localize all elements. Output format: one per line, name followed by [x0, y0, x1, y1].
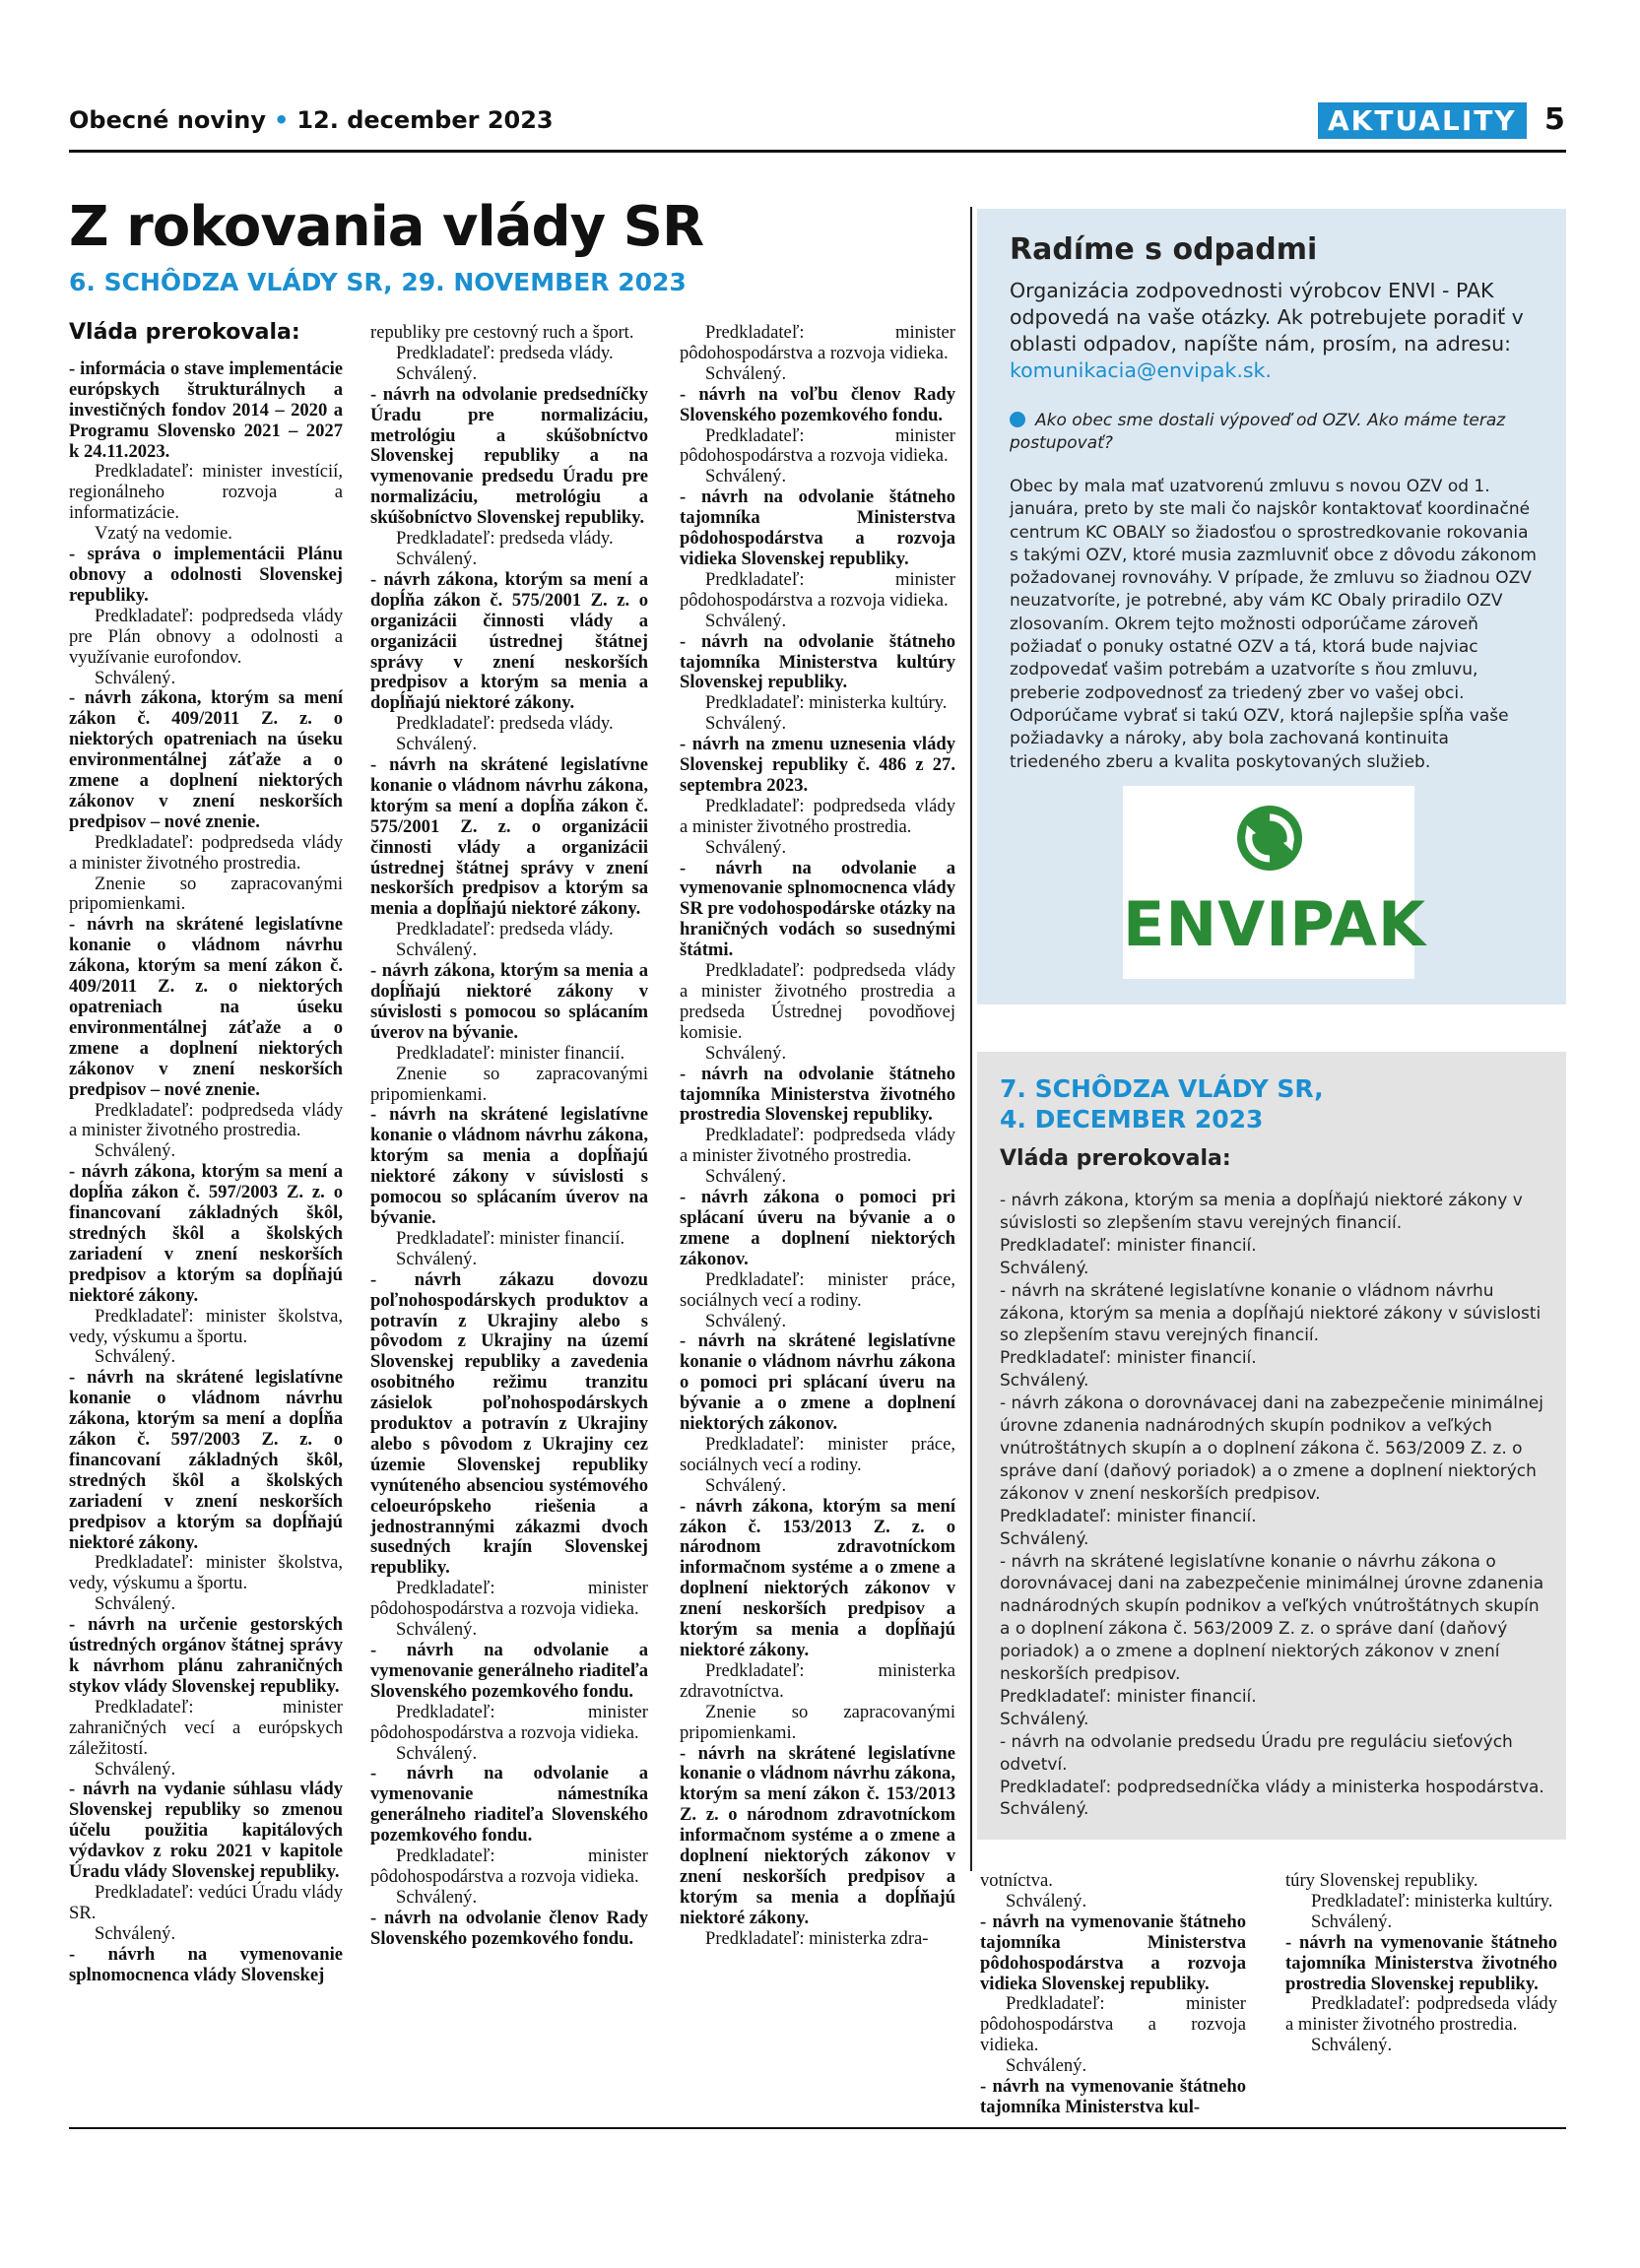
agenda-note: Schválený.	[1006, 2055, 1087, 2077]
agenda-note: Schválený.	[95, 667, 176, 688]
agenda-note: Predkladateľ: minister financií.	[396, 1042, 625, 1064]
agenda-note: Znenie so zapracovanými pripomienkami.	[680, 1701, 955, 1743]
lead-heading: Vláda prerokovala:	[69, 320, 300, 345]
meeting-2-heading-line2: 4. DECEMBER 2023	[1000, 1105, 1264, 1134]
agenda-item: - návrh na skrátené legislatívne konanie o vládnom návrhu zákona, ktorým sa menia a dopĺňajú niektoré zákony v súvislosti s pomocou so splácaním úverov na bývanie.	[370, 1104, 648, 1228]
agenda-note: republiky pre cestovný ruch a šport.	[370, 322, 634, 343]
agenda-note: Predkladateľ: ministerka kultúry.	[1311, 1890, 1553, 1912]
contact-email-link[interactable]: komunikacia@envipak.sk.	[1010, 358, 1272, 382]
agenda-item: - návrh na skrátené legislatívne konanie o vládnom návrhu zákona, ktorým sa mení a dopĺňa zákon č. 575/2001 Z. z. o organizácii činnosti vlády a organizácii ústrednej štátnej správy v znení neskorších predpisov a ktorým sa menia a dopĺňajú niektoré zákony.	[370, 754, 648, 920]
agenda-note: Schválený.	[396, 1742, 478, 1764]
meeting-2-lead: Vláda prerokovala:	[1000, 1146, 1231, 1171]
agenda-note: Schválený.	[95, 1346, 176, 1368]
agenda-item: - návrh na odvolanie štátneho tajomníka Ministerstva kultúry Slovenskej republiky.	[680, 630, 955, 693]
agenda-item: - návrh zákona o dorovnávacej dani na zabezpečenie minimálnej úrovne zdanenia nadnárodných skupín podnikov a veľkých vnútroštátnych skupín a o doplnení zákona č. 563/2009 Z. z. o správe daní (daňový poriadok) a o zmene a doplnení niektorých zákonov v znení neskorších predpisov.	[1000, 1393, 1543, 1504]
separator-dot: •	[273, 106, 290, 134]
agenda-note: Znenie so zapracovanými pripomienkami.	[370, 1063, 648, 1105]
agenda-note: Schválený.	[1000, 1371, 1089, 1392]
agenda-note: Predkladateľ: minister pôdohospodárstva a rozvoja vidieka.	[980, 1993, 1246, 2056]
agenda-note: Schválený.	[1000, 1799, 1089, 1820]
agenda-item: - návrh zákazu dovozu poľnohospodárskych produktov a potravín z Ukrajiny alebo s pôvodom z Ukrajiny na území Slovenskej republiky a zavedenia osobitného režimu tranzitu zásielok poľnohospodárskych produktov a potravín z Ukrajiny alebo s pôvodom z Ukrajiny cez územie Slovenskej republiky vynúteného absenciou systémového celoeurópskeho riešenia a jednostrannými zákazmi dvoch susedných krajín Slovenskej republiky.	[370, 1268, 648, 1579]
agenda-note: Predkladateľ: minister práce, sociálnych vecí a rodiny.	[680, 1433, 955, 1475]
issue-date: 12. december 2023	[296, 106, 554, 134]
agenda-note: votníctva.	[980, 1870, 1053, 1891]
agenda-note: Schválený.	[705, 466, 787, 487]
agenda-note: Schválený.	[396, 940, 478, 961]
agenda-note: Predkladateľ: minister práce, sociálnych vecí a rodiny.	[680, 1268, 955, 1311]
agenda-note: Schválený.	[705, 836, 787, 858]
agenda-note: Schválený.	[1311, 2035, 1393, 2056]
section-label: AKTUALITY	[1318, 102, 1527, 139]
agenda-item: - návrh zákona, ktorým sa mení a dopĺňa zákon č. 575/2001 Z. z. o organizácii činnosti vlády a organizácii ústrednej štátnej správy v znení neskorších predpisov a ktorým sa menia a dopĺňajú niektoré zákony.	[370, 568, 648, 714]
agenda-note: Predkladateľ: podpredseda vlády a minister životného prostredia.	[1285, 1993, 1557, 2036]
agenda-item: - návrh na skrátené legislatívne konanie o vládnom návrhu zákona o pomoci pri splácaní úveru na bývanie a o zmene a doplnení niektorých zákonov.	[680, 1330, 955, 1435]
agenda-item: - návrh na vymenovanie splnomocnenca vlády Slovenskej	[69, 1943, 343, 1985]
agenda-note: Schválený.	[95, 1758, 176, 1780]
agenda-item: - návrh na odvolanie predsedníčky Úradu pre normalizáciu, metrológiu a skúšobníctvo Slovenskej republiky a na vymenovanie predsedu Úradu pre normalizáciu, metrológiu a skúšobníctvo Slovenskej republiky.	[370, 383, 648, 529]
meeting-2-items	[1000, 1190, 1547, 1821]
agenda-note: Predkladateľ: minister financií.	[1000, 1506, 1257, 1526]
masthead	[69, 106, 554, 134]
agenda-note: Predkladateľ: minister pôdohospodárstva a rozvoja vidieka.	[370, 1846, 648, 1887]
agenda-note: Predkladateľ: podpredseda vlády pre Plán obnovy a odolnosti a využívanie eurofondov.	[69, 605, 343, 668]
agenda-note: Predkladateľ: predseda vlády.	[396, 528, 614, 550]
question-bullet-icon	[1010, 412, 1025, 427]
agenda-item: - návrh na zmenu uznesenia vlády Slovenskej republiky č. 486 z 27. septembra 2023.	[680, 734, 955, 796]
article-title: Z rokovania vlády SR	[69, 195, 704, 259]
agenda-item: - návrh zákona, ktorým sa menia a dopĺňajú niektoré zákony v súvislosti s pomocou so splácaním úverov na bývanie.	[370, 960, 648, 1043]
agenda-note: Predkladateľ: minister pôdohospodárstva a rozvoja vidieka.	[370, 1578, 648, 1620]
agenda-note: Vzatý na vedomie.	[95, 523, 232, 545]
article-column-2	[370, 323, 648, 1950]
agenda-note: Schválený.	[1000, 1258, 1089, 1278]
agenda-note: Predkladateľ: predseda vlády.	[396, 713, 614, 735]
agenda-note: Predkladateľ: minister financií.	[1000, 1686, 1257, 1707]
agenda-item: - návrh na odvolanie predsedu Úradu pre reguláciu sieťových odvetví.	[1000, 1731, 1513, 1775]
agenda-note: Schválený.	[396, 548, 478, 569]
agenda-note: Predkladateľ: podpredseda vlády a minister životného prostredia a predseda Ústrednej povodňovej komisie.	[680, 960, 955, 1043]
agenda-note: Schválený.	[705, 1474, 787, 1496]
agenda-item: - návrh zákona, ktorým sa menia a dopĺňajú niektoré zákony v súvislosti so zlepšením stavu verejných financií.	[1000, 1191, 1523, 1233]
agenda-note: Predkladateľ: minister investícií, regionálneho rozvoja a informatizácie.	[69, 461, 343, 524]
logo-wordmark: ENVIPAK	[1123, 888, 1427, 960]
agenda-note: Predkladateľ: podpredseda vlády a minister životného prostredia.	[680, 795, 955, 837]
column-divider	[970, 207, 972, 1871]
agenda-note: Schválený.	[95, 1140, 176, 1162]
advice-question	[1010, 410, 1532, 455]
agenda-item: - návrh zákona, ktorým sa mení zákon č. 153/2013 Z. z. o národnom zdravotníckom informačnom systéme a o zmene a doplnení niektorých zákonov v znení neskorších predpisov a ktorým sa menia a dopĺňajú niektoré zákony.	[680, 1495, 955, 1660]
article-column-1	[69, 320, 343, 1986]
agenda-note: Schválený.	[705, 362, 787, 384]
agenda-note: Schválený.	[705, 713, 787, 735]
agenda-item: - návrh na vymenovanie štátneho tajomníka Ministerstva pôdohospodárstva a rozvoja vidieka Slovenskej republiky.	[980, 1911, 1246, 1994]
agenda-item: - návrh na skrátené legislatívne konanie o vládnom návrhu zákona, ktorým sa mení a dopĺňa zákon č. 597/2003 Z. z. o financovaní základných škôl, stredných škôl a školských zariadení v znení neskorších predpisov a ktorým sa dopĺňajú niektoré zákony.	[69, 1367, 343, 1553]
paper-name: Obecné noviny	[69, 106, 266, 134]
top-rule	[69, 150, 1566, 153]
agenda-note: Predkladateľ: ministerka zdravotníctva.	[680, 1659, 955, 1702]
agenda-note: Predkladateľ: minister pôdohospodárstva a rozvoja vidieka.	[370, 1701, 648, 1743]
agenda-note: Predkladateľ: podpredseda vlády a minister životného prostredia.	[680, 1125, 955, 1167]
agenda-item: - návrh na odvolanie a vymenovanie námestníka generálneho riaditeľa Slovenského pozemkového fondu.	[370, 1763, 648, 1847]
agenda-item: - návrh na odvolanie členov Rady Slovenského pozemkového fondu.	[370, 1907, 648, 1949]
agenda-item: - informácia o stave implementácie európskych štrukturálnych a investičných fondov 2014 – 2020 a Programu Slovensko 2021 – 2027 k 24.11.2023.	[69, 357, 343, 462]
agenda-note: Predkladateľ: minister pôdohospodárstva a rozvoja vidieka.	[680, 322, 955, 363]
recycle-icon	[1237, 806, 1302, 871]
agenda-item: - návrh na odvolanie a vymenovanie generálneho riaditeľa Slovenského pozemkového fondu.	[370, 1640, 648, 1702]
agenda-note: túry Slovenskej republiky.	[1285, 1870, 1478, 1891]
agenda-note: Schválený.	[1000, 1528, 1089, 1549]
agenda-item: - návrh na skrátené legislatívne konanie o vládnom návrhu zákona, ktorým sa mení zákon č. 409/2011 Z. z. o niektorých opatreniach na úseku environmentálnej záťaže a o zmene a doplnení niektorých zákonov v znení neskorších predpisov – nové znenie.	[69, 914, 343, 1100]
agenda-item: - návrh na vymenovanie štátneho tajomníka Ministerstva kul-	[980, 2076, 1246, 2117]
advice-intro	[1010, 278, 1532, 384]
advice-intro-text: Organizácia zodpovednosti výrobcov ENVI - PAK odpovedá na vaše otázky. Ak potrebujete poradiť v oblasti odpadov, napíšte nám, prosím, na adresu:	[1010, 279, 1524, 356]
agenda-item: - návrh na skrátené legislatívne konanie o vládnom návrhu zákona, ktorým sa mení zákon č. 153/2013 Z. z. o národnom zdravotníckom informačnom systéme a o zmene a doplnení niektorých zákonov v znení neskorších predpisov a ktorým sa menia a dopĺňajú niektoré zákony.	[680, 1742, 955, 1928]
article-column-4	[980, 1871, 1246, 2118]
agenda-note: Predkladateľ: predseda vlády.	[396, 342, 614, 363]
agenda-item: - návrh na odvolanie a vymenovanie splnomocnenca vlády SR pre vodohospodárske otázky na hraničných vodách so susednými štátmi.	[680, 857, 955, 961]
agenda-note: Predkladateľ: minister školstva, vedy, výskumu a športu.	[69, 1552, 343, 1594]
agenda-note: Schválený.	[705, 1310, 787, 1331]
agenda-item: - návrh na určenie gestorských ústredných orgánov štátnej správy k návrhom plánu zahraničných stykov vlády Slovenskej republiky.	[69, 1614, 343, 1697]
agenda-note: Predkladateľ: podpredsedníčka vlády a ministerka hospodárstva.	[1000, 1777, 1544, 1797]
agenda-item: - návrh na odvolanie štátneho tajomníka Ministerstva životného prostredia Slovenskej republiky.	[680, 1063, 955, 1126]
agenda-note: Predkladateľ: ministerka kultúry.	[705, 692, 948, 714]
envipak-logo	[1123, 786, 1427, 979]
page-number: 5	[1544, 102, 1565, 137]
agenda-note: Schválený.	[396, 1886, 478, 1908]
agenda-note: Predkladateľ: predseda vlády.	[396, 919, 614, 940]
agenda-note: Predkladateľ: vedúci Úradu vlády SR.	[69, 1881, 343, 1923]
agenda-note: Predkladateľ: minister financií.	[1000, 1348, 1257, 1369]
agenda-item: - návrh zákona, ktorým sa mení zákon č. 409/2011 Z. z. o niektorých opatreniach na úseku environmentálnej záťaže a o zmene a doplnení niektorých zákonov v znení neskorších predpisov – nové znenie.	[69, 687, 343, 832]
agenda-note: Predkladateľ: podpredseda vlády a minister životného prostredia.	[69, 831, 343, 874]
agenda-note: Schválený.	[705, 1166, 787, 1188]
meeting-2-heading	[1000, 1073, 1324, 1134]
agenda-note: Predkladateľ: minister financií.	[1000, 1235, 1257, 1256]
agenda-item: - návrh na skrátené legislatívne konanie o vládnom návrhu zákona, ktorým sa menia a dopĺňajú niektoré zákony v súvislosti so zlepšením stavu verejných financií.	[1000, 1280, 1542, 1346]
agenda-note: Znenie so zapracovanými pripomienkami.	[69, 873, 343, 915]
agenda-item: - návrh na vydanie súhlasu vlády Slovenskej republiky so zmenou účelu použitia kapitálových výdavkov z roku 2021 v kapitole Úradu vlády Slovenskej republiky.	[69, 1779, 343, 1883]
agenda-note: Predkladateľ: minister školstva, vedy, výskumu a športu.	[69, 1305, 343, 1347]
agenda-note: Predkladateľ: minister pôdohospodárstva a rozvoja vidieka.	[680, 424, 955, 467]
agenda-note: Predkladateľ: podpredseda vlády a minister životného prostredia.	[69, 1099, 343, 1141]
agenda-note: Schválený.	[705, 1042, 787, 1064]
agenda-note: Schválený.	[396, 734, 478, 755]
agenda-note: Predkladateľ: minister pôdohospodárstva a rozvoja vidieka.	[680, 568, 955, 611]
agenda-note: Schválený.	[396, 1248, 478, 1269]
bottom-rule	[69, 2127, 1566, 2129]
article-column-5	[1285, 1871, 1557, 2056]
agenda-item: - návrh na odvolanie štátneho tajomníka Ministerstva pôdohospodárstva a rozvoja vidieka Slovenskej republiky.	[680, 486, 955, 569]
advice-answer: Obec by mala mať uzatvorenú zmluvu s novou OZV od 1. januára, preto by ste mali čo najskôr kontaktovať koordinačné centrum KC OBALY so žiadosťou o sprostredkovanie rokovania s takými OZV, ktoré musia zazmluvniť obce z dôvodu zákonom požadovanej rovnováhy. V prípade, že zmluvu so žiadnou OZV neuzatvoríte, je potrebné, aby vám KC Obaly priradilo OZV zlosovaním. Okrem tejto možnosti odporúčame zároveň požiadať o ponuky ostatné OZV a tá, ktorá bude najviac zodpovedať vašim potrebám a uzatvoríte s ňou zmluvu, preberie zodpovednosť za triedený zber vo vašej obci. Odporúčame vybrať si takú OZV, ktorá najlepšie spĺňa vaše požiadavky a nároky, aby bola zachovaná kontinuita triedeného zberu a kvalita poskytovaných služieb.	[1010, 477, 1537, 772]
agenda-item: - návrh na voľbu členov Rady Slovenského pozemkového fondu.	[680, 383, 955, 425]
agenda-note: Schválený.	[396, 1619, 478, 1641]
agenda-note: Schválený.	[95, 1922, 176, 1944]
agenda-note: Schválený.	[1006, 1890, 1087, 1912]
meeting-1-heading: 6. SCHÔDZA VLÁDY SR, 29. NOVEMBER 2023	[69, 268, 687, 296]
agenda-note: Schválený.	[95, 1593, 176, 1615]
agenda-item: - návrh na vymenovanie štátneho tajomníka Ministerstva životného prostredia Slovenskej republiky.	[1285, 1931, 1557, 1994]
advice-question-text: Ako obec sme dostali výpoveď od OZV. Ako máme teraz postupovať?	[1010, 411, 1506, 453]
agenda-note: Schválený.	[396, 362, 478, 384]
agenda-item: - návrh zákona, ktorým sa mení a dopĺňa zákon č. 597/2003 Z. z. o financovaní základných škôl, stredných škôl a školských zariadení v znení neskorších predpisov a ktorým sa dopĺňajú niektoré zákony.	[69, 1161, 343, 1306]
agenda-note: Predkladateľ: minister zahraničných vecí a európskych záležitostí.	[69, 1696, 343, 1759]
agenda-item: - návrh zákona o pomoci pri splácaní úveru na bývanie a o zmene a doplnení niektorých zákonov.	[680, 1187, 955, 1269]
article-column-3	[680, 323, 955, 1950]
agenda-note: Predkladateľ: ministerka zdra-	[705, 1927, 929, 1949]
agenda-note: Predkladateľ: minister financií.	[396, 1227, 625, 1249]
meeting-2-heading-line1: 7. SCHÔDZA VLÁDY SR,	[1000, 1074, 1324, 1103]
agenda-item: - správa o implementácii Plánu obnovy a odolnosti Slovenskej republiky.	[69, 544, 343, 606]
agenda-note: Schválený.	[1311, 1911, 1393, 1932]
agenda-note: Schválený.	[705, 610, 787, 631]
advice-title: Radíme s odpadmi	[1010, 232, 1318, 267]
agenda-note: Schválený.	[1000, 1709, 1089, 1729]
agenda-item: - návrh na skrátené legislatívne konanie o návrhu zákona o dorovnávacej dani na zabezpečenie minimálnej úrovne zdanenia nadnárodných skupín podnikov a veľkých vnútroštátnych skupín a o doplnení zákona č. 563/2009 Z. z. o správe daní (daňový poriadok) a o zmene a doplnení niektorých zákonov v znení neskorších predpisov.	[1000, 1551, 1544, 1685]
